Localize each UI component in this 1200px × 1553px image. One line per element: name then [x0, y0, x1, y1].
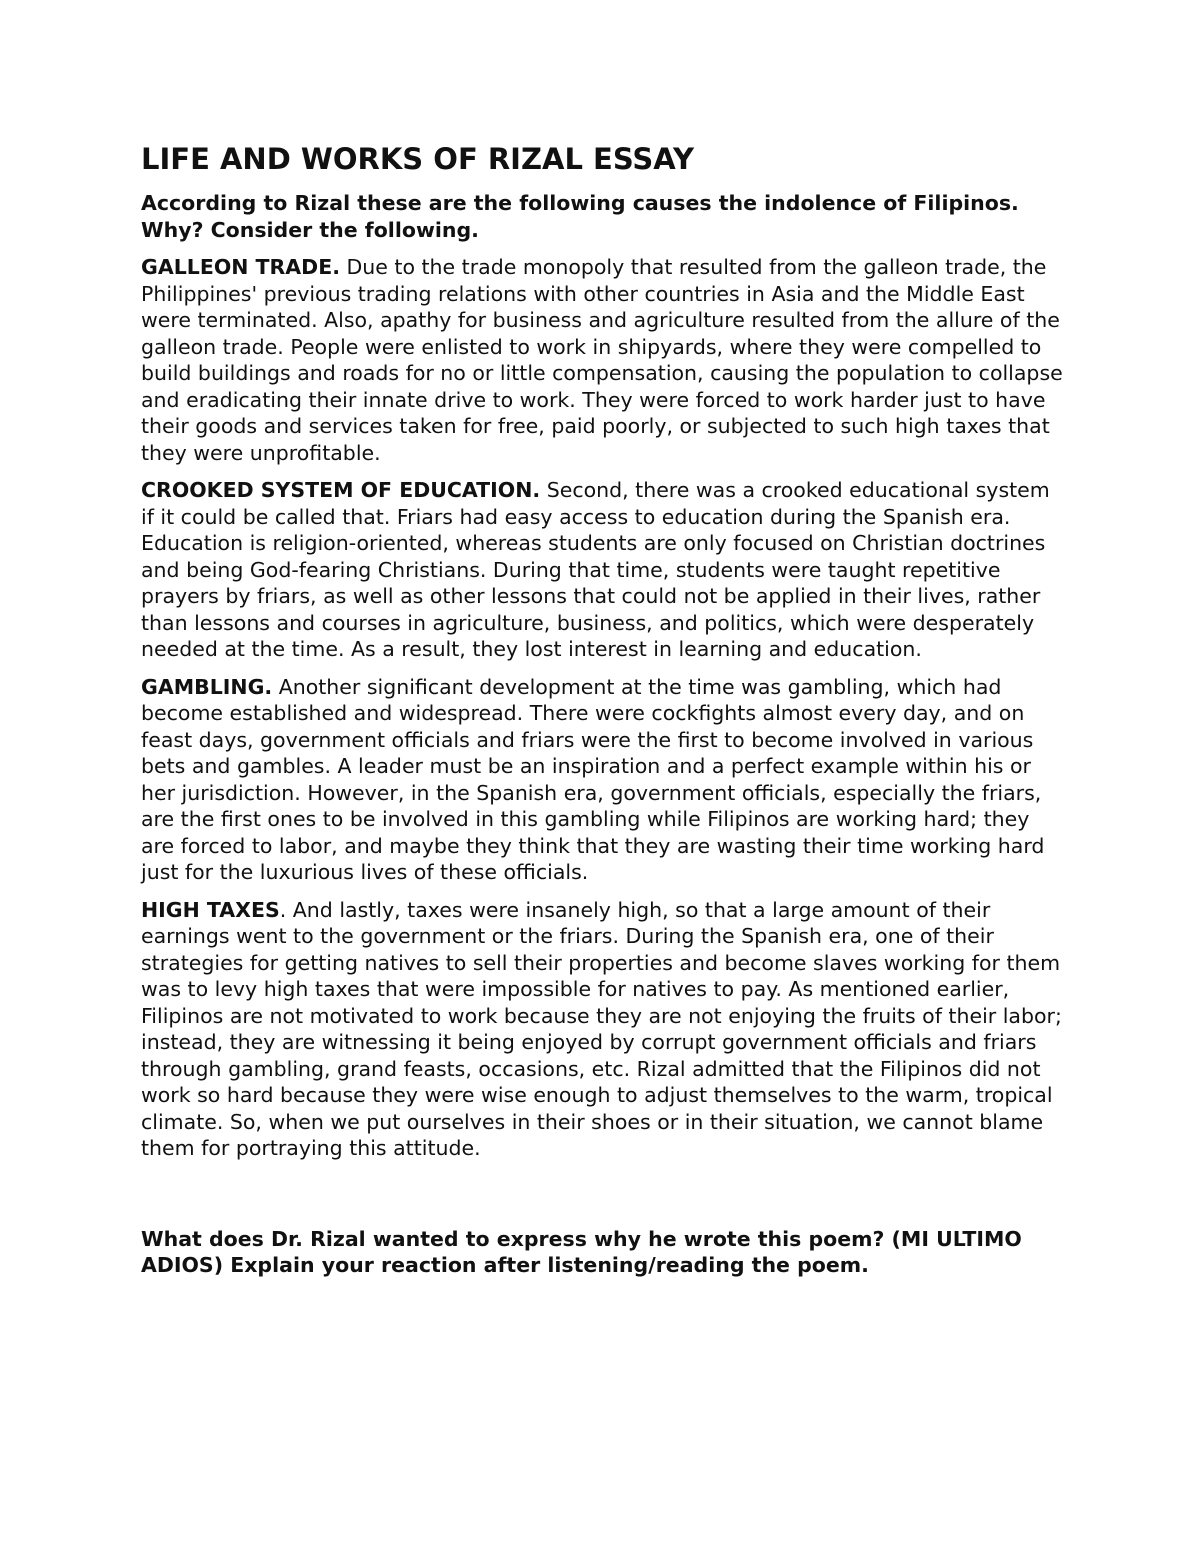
section-body: Due to the trade monopoly that resulted from the galleon trade, the Philippines' previous trading relations with other countries in Asia and the Middle East were terminated. Also, apathy for business and agriculture resulted from the allure of the galleon trade. People were enlisted to work in shipyards, where they were compelled to build buildings and roads for no or little compensation, causing the population to collapse and eradicating their innate drive to work. They were forced to work harder just to have their goods and services taken for free, paid poorly, or subjected to such high taxes that they were unprofitable. [141, 255, 1063, 465]
section-gambling [141, 674, 1066, 886]
section-body: . And lastly, taxes were insanely high, so that a large amount of their earnings went to the government or the friars. During the Spanish era, one of their strategies for getting natives to sell their properties and become slaves working for them was to levy high taxes that were impossible for natives to pay. As mentioned earlier, Filipinos are not motivated to work because they are not enjoying the fruits of their labor; instead, they are witnessing it being enjoyed by corrupt government officials and friars through gambling, grand feasts, occasions, etc. Rizal admitted that the Filipinos did not work so hard because they were wise enough to adjust themselves to the warm, tropical climate. So, when we put ourselves in their shoes or in their situation, we cannot blame them for portraying this attitude. [141, 897, 1062, 1160]
section-galleon-trade [141, 254, 1066, 466]
document-page [141, 140, 1066, 1279]
section-body: Another significant development at the time was gambling, which had become established and widespread. There were cockfights almost every day, and on feast days, government officials and friars were the first to become involved in various bets and gambles. A leader must be an inspiration and a perfect example within his or her jurisdiction. However, in the Spanish era, government officials, especially the friars, are the first ones to be involved in this gambling while Filipinos are working hard; they are forced to labor, and maybe they think that they are wasting their time working hard just for the luxurious lives of these officials. [141, 674, 1045, 884]
section-heading: HIGH TAXES [141, 897, 280, 922]
intro-paragraph: According to Rizal these are the following causes the indolence of Filipinos. Why? Consider the following. [141, 191, 1019, 242]
section-crooked-education [141, 477, 1066, 663]
section-body: Second, there was a crooked educational system if it could be called that. Friars had easy access to education during the Spanish era. Education is religion-oriented, whereas students are only focused on Christian doctrines and being God-fearing Christians. During that time, students were taught repetitive prayers by friars, as well as other lessons that could not be applied in their lives, rather than lessons and courses in agriculture, business, and politics, which were desperately needed at the time. As a result, they lost interest in learning and education. [141, 478, 1050, 661]
section-high-taxes [141, 897, 1066, 1162]
essay-question: What does Dr. Rizal wanted to express why he wrote this poem? (MI ULTIMO ADIOS) Explain your reaction after listening/reading the poem. [141, 1226, 1022, 1277]
section-heading: GAMBLING. [141, 674, 273, 699]
section-heading: CROOKED SYSTEM OF EDUCATION. [141, 478, 541, 502]
document-title: LIFE AND WORKS OF RIZAL ESSAY [141, 142, 694, 176]
section-heading: GALLEON TRADE. [141, 255, 340, 279]
